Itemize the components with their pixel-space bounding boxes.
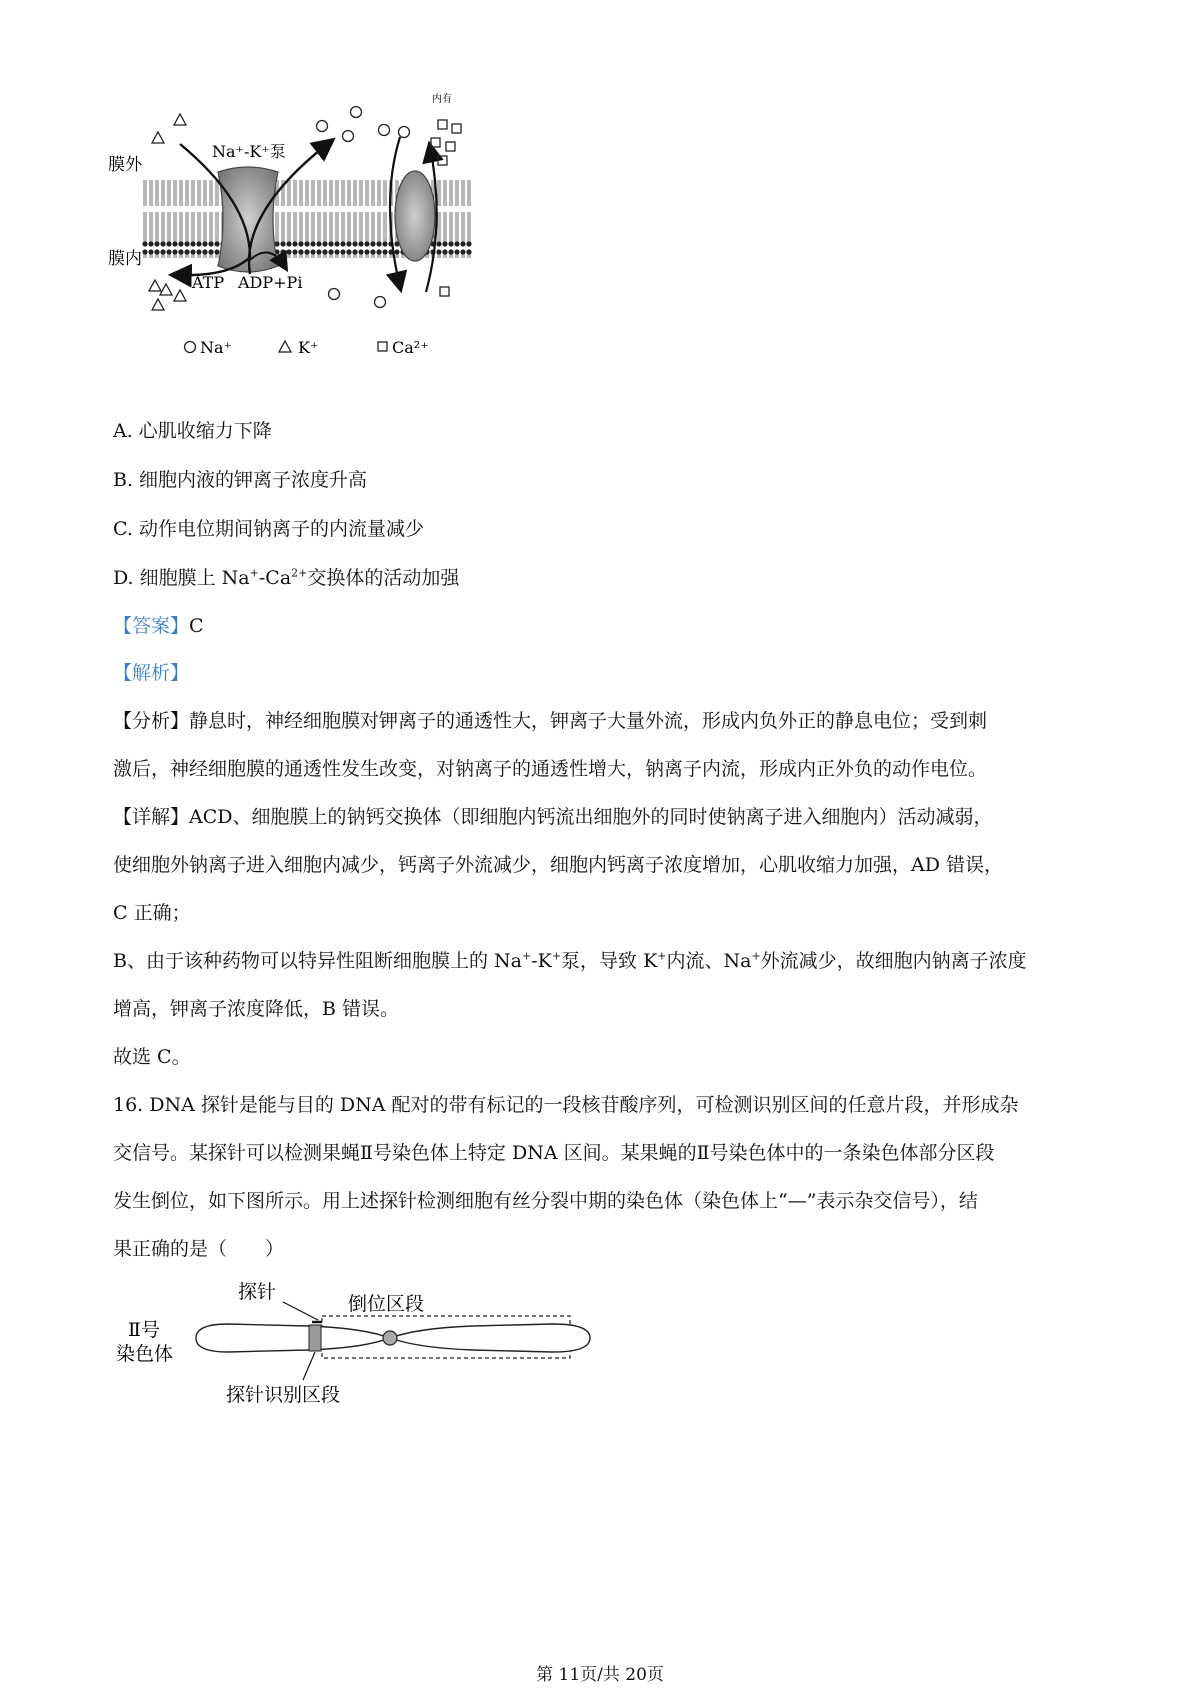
probe-recognition-region bbox=[309, 1325, 321, 1351]
legend-k-symbol bbox=[279, 341, 291, 352]
legend-na-symbol bbox=[185, 342, 196, 353]
option-c: C. 动作电位期间钠离子的内流量减少 bbox=[113, 518, 424, 540]
chromosome-label-line1: Ⅱ号 bbox=[128, 1319, 160, 1341]
answer-label: 【答案】 bbox=[113, 615, 190, 637]
k-ions-outside bbox=[152, 114, 186, 143]
option-a: A. 心肌收缩力下降 bbox=[113, 420, 272, 442]
inside-label: 膜内 bbox=[108, 249, 142, 269]
figure-legend bbox=[185, 338, 429, 357]
ca-ions-inside bbox=[440, 287, 449, 296]
xiangjie-line-2: 使细胞外钠离子进入细胞内减少，钙离子外流减少，细胞内钙离子浓度增加，心肌收缩力加强，AD 错误， bbox=[113, 854, 1003, 876]
q16-line-2: 交信号。某探针可以检测果蝇Ⅱ号染色体上特定 DNA 区间。某果蝇的Ⅱ号染色体中的一条染色体部分区段 bbox=[113, 1142, 995, 1164]
centromere bbox=[383, 1331, 397, 1345]
na-ions-inside bbox=[329, 289, 386, 308]
conclusion: 故选 C。 bbox=[113, 1046, 191, 1068]
fenxi-line-1: 【分析】静息时，神经细胞膜对钾离子的通透性大，钾离子大量外流，形成内负外正的静息电位；受到刺 bbox=[113, 710, 988, 732]
adp-pi-label: ADP+Pi bbox=[238, 273, 303, 292]
b-explanation-line-1: B、由于该种药物可以特异性阻断细胞膜上的 Na+-K+泵，导致 K+内流、Na+外流减少，故细胞内钠离子浓度 bbox=[113, 949, 1027, 972]
corner-partial-label: 内有 bbox=[432, 94, 452, 105]
probe-region-pointer bbox=[303, 1352, 315, 1380]
probe-region-label: 探针识别区段 bbox=[226, 1384, 341, 1406]
q16-line-3: 发生倒位，如下图所示。用上述探针检测细胞有丝分裂中期的染色体（染色体上“—”表示杂交信号），结 bbox=[113, 1190, 978, 1212]
xiangjie-line-3: C 正确； bbox=[113, 902, 191, 924]
q16-line-4: 果正确的是（ ） bbox=[113, 1238, 285, 1260]
legend-ca-label: Ca²⁺ bbox=[392, 338, 429, 357]
probe-pointer-line bbox=[283, 1302, 318, 1320]
probe-label: 探针 bbox=[238, 1281, 277, 1303]
option-d: D. 细胞膜上 $Na^+-Ca^{2+}$交换体的活动加强 bbox=[113, 566, 460, 589]
chromosome-figure bbox=[108, 1272, 598, 1412]
page-footer: 第 11页/共 20页 bbox=[536, 1665, 664, 1685]
na-ions-outside bbox=[317, 107, 410, 142]
k-ions-inside bbox=[149, 280, 186, 310]
analysis-label: 【解析】 bbox=[113, 662, 190, 684]
pump-label: Na⁺-K⁺泵 bbox=[212, 142, 286, 161]
atp-label: ATP bbox=[192, 273, 225, 292]
ca-ions-outside bbox=[431, 120, 461, 165]
fenxi-line-2: 激后，神经细胞膜的通透性发生改变，对钠离子的通透性增大，钠离子内流，形成内正外负的动作电位。 bbox=[113, 758, 988, 780]
membrane-transport-figure bbox=[100, 92, 530, 392]
answer-value: C bbox=[189, 615, 204, 637]
outside-label: 膜外 bbox=[108, 155, 142, 175]
option-b: B. 细胞内液的钾离子浓度升高 bbox=[113, 469, 368, 491]
answer-line bbox=[113, 613, 204, 639]
na-ca-exchanger-protein bbox=[395, 171, 435, 261]
q16-line-1: 16. DNA 探针是能与目的 DNA 配对的带有标记的一段核苷酸序列，可检测识别区间的任意片段，并形成杂 bbox=[113, 1094, 1019, 1116]
legend-na-label: Na⁺ bbox=[200, 338, 232, 357]
inversion-label: 倒位区段 bbox=[348, 1293, 425, 1315]
legend-ca-symbol bbox=[378, 342, 387, 351]
b-explanation-line-2: 增高，钾离子浓度降低，B 错误。 bbox=[113, 998, 400, 1020]
legend-k-label: K⁺ bbox=[298, 338, 319, 357]
xiangjie-line-1: 【详解】ACD、细胞膜上的钠钙交换体（即细胞内钙流出细胞外的同时使钠离子进入细胞内）活动减弱， bbox=[113, 806, 993, 828]
chromosome-label-line2: 染色体 bbox=[116, 1343, 174, 1365]
